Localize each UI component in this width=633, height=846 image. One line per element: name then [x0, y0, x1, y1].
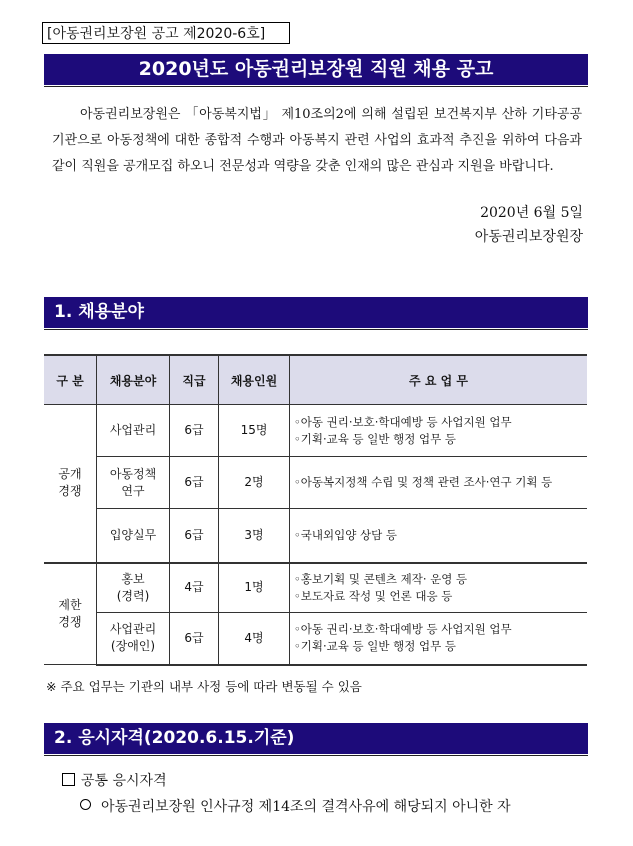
qualification-item-text: 아동권리보장원 인사규정 제14조의 결격사유에 해당되지 아니한 자: [101, 799, 511, 815]
group-label: 공개: [58, 467, 82, 482]
duty-cell: [290, 563, 588, 613]
section-heading-recruit-fields: 1. 채용분야: [44, 297, 588, 328]
notice-number: [아동권리보장원 공고 제2020-6호]: [42, 22, 290, 44]
field-cell: [97, 509, 170, 563]
signer: 아동권리보장원장: [474, 229, 583, 245]
group-cell: [44, 405, 97, 563]
table-row: [44, 457, 587, 509]
count-cell: 15명: [219, 405, 290, 457]
circle-bullet-icon: [80, 799, 91, 810]
field-cell: [97, 613, 170, 665]
field-label: 홍보: [121, 571, 145, 586]
qualification-item: [80, 796, 511, 816]
field-label: 연구: [121, 483, 145, 498]
grade-cell: 4급: [170, 563, 219, 613]
count-cell: 3명: [219, 509, 290, 563]
section-underline: [44, 329, 588, 330]
duty-cell: [290, 509, 588, 563]
intro-paragraph: 아동권리보장원은 「아동복지법」 제10조의2에 의해 설립된 보건복지부 산하 기타공공기관으로 아동정책에 대한 종합적 수행과 아동복지 관련 사업의 효과적 추진을 위하여 다음과 같이 직원을 공개모집 하오니 전문성과 역량을 갖춘 인재의 많은 관심과 지원을 바랍니다.: [52, 107, 582, 174]
section-heading-qualifications: 2. 응시자격(2020.6.15.기준): [44, 723, 588, 754]
group-label: 제한: [58, 597, 82, 612]
group-label: 경쟁: [58, 614, 82, 629]
duty-cell: [290, 405, 588, 457]
group-cell: [44, 563, 97, 665]
column-header: 직급: [170, 355, 219, 405]
grade-cell: 6급: [170, 405, 219, 457]
grade-cell: 6급: [170, 509, 219, 563]
page-title: 2020년도 아동권리보장원 직원 채용 공고: [44, 54, 588, 85]
count-cell: 1명: [219, 563, 290, 613]
duty-line: ◦국내외입양 상담 등: [294, 527, 397, 542]
group-label: 경쟁: [58, 484, 82, 499]
duty-line: ◦기획·교육 등 일반 행정 업무 등: [294, 639, 457, 654]
square-bullet-icon: [62, 773, 75, 786]
field-cell: [97, 405, 170, 457]
duty-cell: [290, 457, 588, 509]
field-label: (경력): [116, 588, 150, 603]
field-label: 아동정책: [109, 466, 157, 481]
table-header-row: [44, 355, 587, 405]
field-cell: [97, 457, 170, 509]
title-underline: [44, 86, 588, 87]
grade-cell: 6급: [170, 613, 219, 665]
table-row: [44, 405, 587, 457]
duty-line: ◦아동 권리·보호·학대예방 등 사업지원 업무: [294, 622, 512, 637]
count-cell: 2명: [219, 457, 290, 509]
duty-line: ◦아동복지정책 수립 및 정책 관련 조사·연구 기획 등: [294, 475, 553, 489]
qualification-subheading: [62, 770, 167, 790]
table-row: [44, 563, 587, 613]
field-label: (장애인): [110, 639, 156, 654]
field-cell: [97, 563, 170, 613]
duty-line: ◦홍보기획 및 콘텐츠 제작‧ 운영 등: [294, 571, 468, 586]
duty-line: ◦아동 권리·보호·학대예방 등 사업지원 업무: [294, 414, 512, 429]
announcement-date: 2020년 6월 5일: [480, 205, 583, 221]
column-header: 주 요 업 무: [290, 355, 588, 405]
table-row: [44, 613, 587, 665]
duty-line: ◦기획·교육 등 일반 행정 업무 등: [294, 431, 457, 446]
qualification-subheading-text: 공통 응시자격: [81, 773, 167, 789]
field-label: 사업관리: [109, 622, 157, 637]
count-cell: 4명: [219, 613, 290, 665]
recruitment-table: [44, 354, 587, 666]
column-header: 채용분야: [97, 355, 170, 405]
table-note: ※ 주요 업무는 기관의 내부 사정 등에 따라 변동될 수 있음: [46, 679, 362, 694]
field-label: 입양실무: [109, 527, 157, 542]
column-header: 채용인원: [219, 355, 290, 405]
section-underline: [44, 755, 588, 756]
column-header: 구 분: [44, 355, 97, 405]
grade-cell: 6급: [170, 457, 219, 509]
field-label: 사업관리: [109, 423, 157, 437]
table-row: [44, 509, 587, 563]
duty-cell: [290, 613, 588, 665]
duty-line: ◦보도자료 작성 및 언론 대응 등: [294, 588, 453, 603]
